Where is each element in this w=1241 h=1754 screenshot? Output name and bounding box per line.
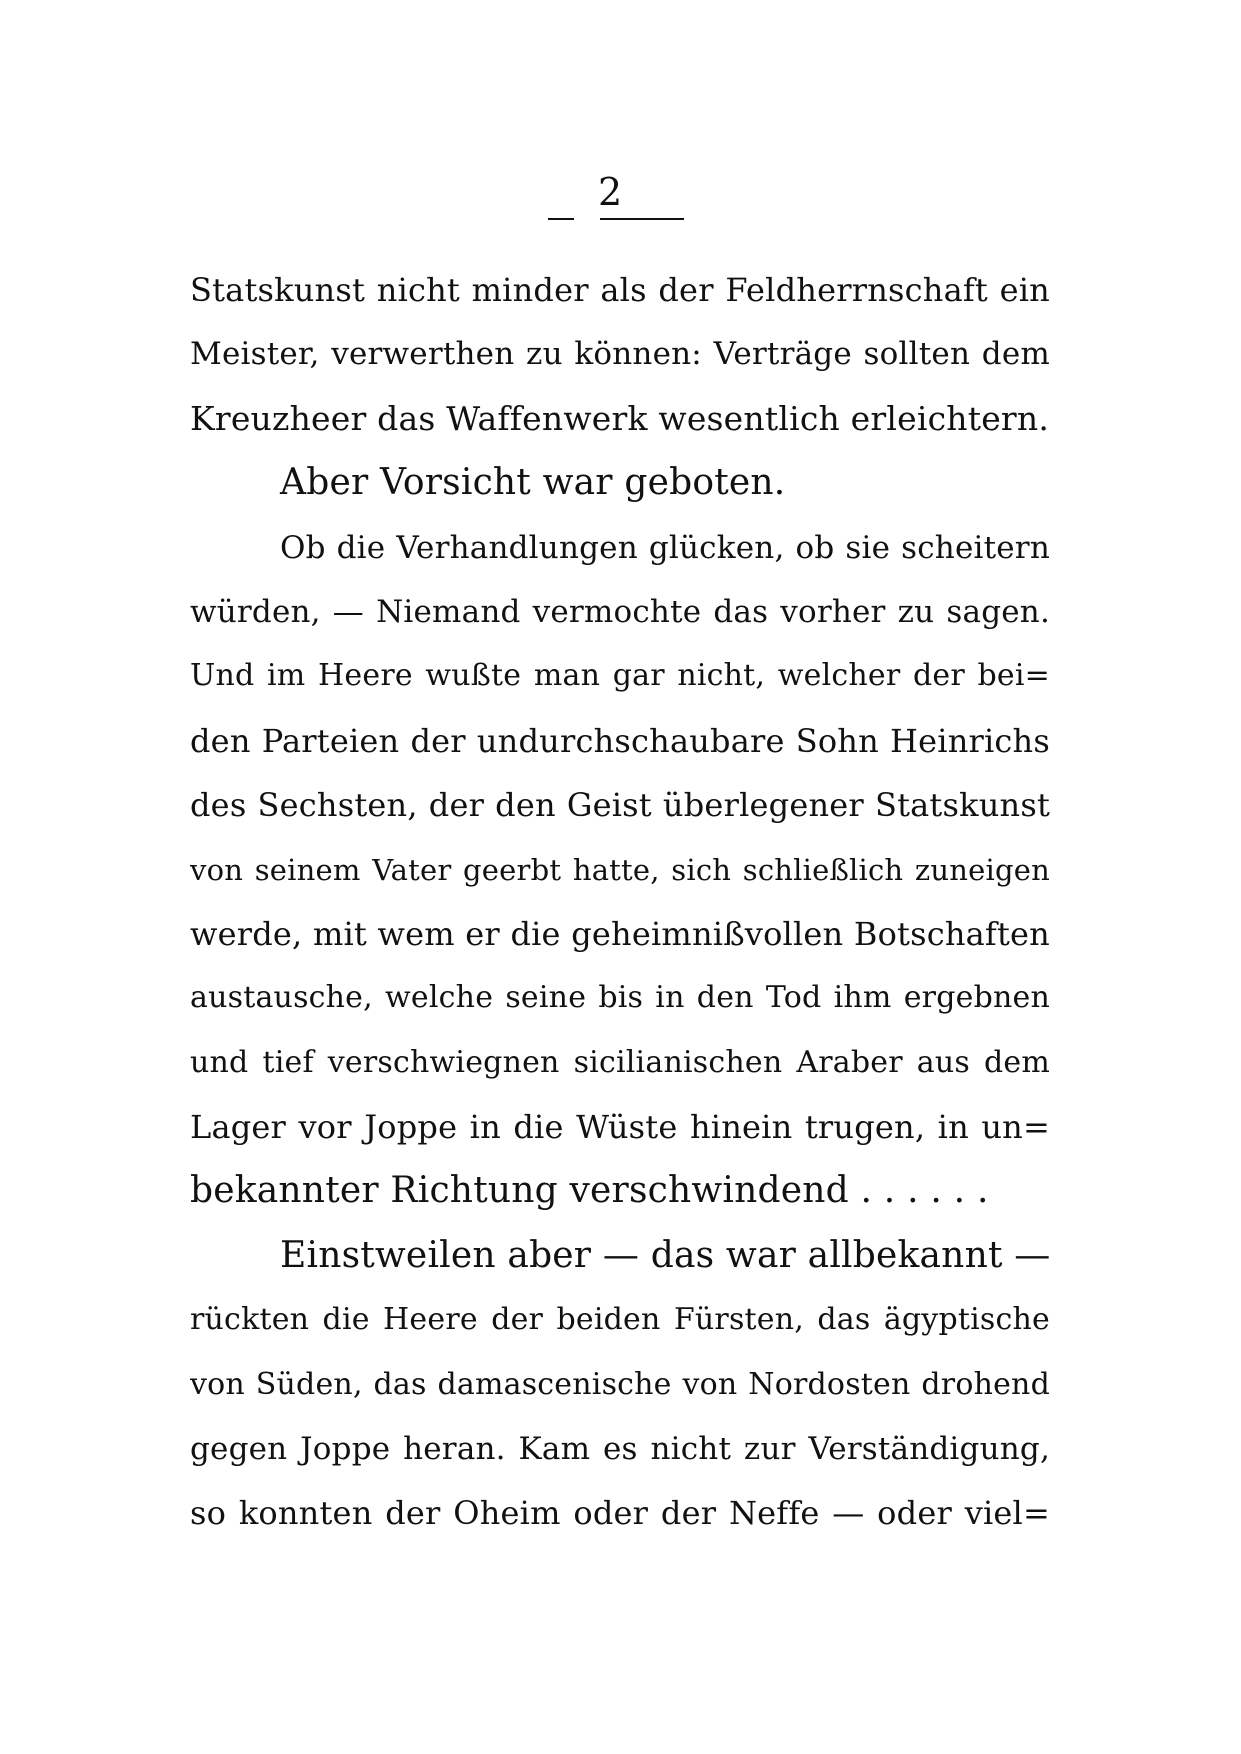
text-line: von Süden, das damascenische von Nordosten drohend [190, 1366, 1050, 1402]
page-header [0, 172, 1241, 232]
text-line: gegen Joppe heran. Kam es nicht zur Verständigung, [190, 1431, 1050, 1468]
text-line: von seinem Vater geerbt hatte, sich schließlich zuneigen [190, 852, 1050, 887]
body-text [190, 258, 1050, 1546]
text-line: Und im Heere wußte man gar nicht, welcher der bei= [190, 658, 1050, 694]
text-line: und tief verschwiegnen sicilianischen Araber aus dem [190, 1044, 1050, 1080]
text-line: würden, — Niemand vermochte das vorher zu sagen. [190, 593, 1050, 630]
header-dash-right [600, 218, 684, 220]
header-dash-left [548, 218, 574, 220]
text-line: Meister, verwerthen zu können: Verträge sollten dem [190, 336, 1050, 373]
text-line: Einstweilen aber — das war allbekannt — [280, 1234, 1050, 1276]
text-line: Aber Vorsicht war geboten. [280, 462, 786, 504]
text-line: Ob die Verhandlungen glücken, ob sie scheitern [280, 529, 1050, 566]
text-line: Kreuzheer das Waffenwerk wesentlich erleichtern. [190, 398, 1050, 438]
text-line: Statskunst nicht minder als der Feldherrnschaft ein [190, 271, 1050, 309]
text-line: so konnten der Oheim oder der Neffe — oder viel= [190, 1494, 1050, 1533]
page-number: 2 [598, 170, 623, 214]
text-line: werde, mit wem er die geheimnißvollen Botschaften [190, 914, 1050, 953]
text-line: austausche, welche seine bis in den Tod ihm ergebnen [190, 980, 1050, 1016]
text-line: rückten die Heere der beiden Fürsten, das ägyptische [190, 1302, 1050, 1338]
text-line: bekannter Richtung verschwindend . . . . . . [190, 1170, 989, 1212]
text-line: des Sechsten, der den Geist überlegener Statskunst [190, 786, 1050, 825]
text-line: Lager vor Joppe in die Wüste hinein trugen, in un= [190, 1108, 1050, 1147]
text-line: den Parteien der undurchschaubare Sohn Heinrichs [190, 721, 1050, 760]
